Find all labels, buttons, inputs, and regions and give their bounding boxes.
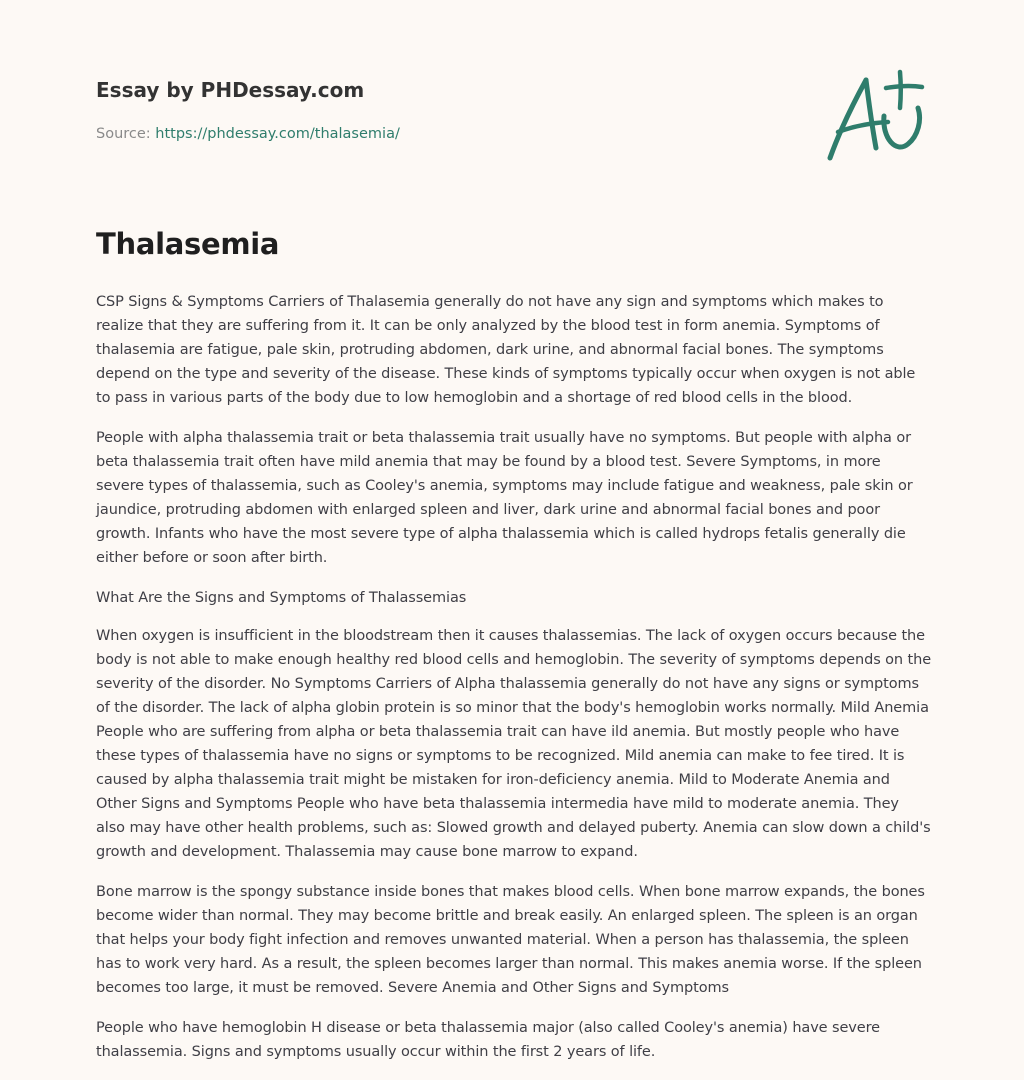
source-line (96, 124, 796, 144)
site-title: Essay by PHDessay.com (96, 78, 365, 102)
essay-title: Thalasemia (96, 227, 280, 261)
source-link[interactable]: https://phdessay.com/thalasemia/ (155, 126, 400, 142)
essay-paragraph: When oxygen is insufficient in the bloodstream then it causes thalassemias. The lack of oxygen occurs because the body is not able to make enough healthy red blood cells and hemoglobin. The severity of symptoms depends on the severity of the disorder. No Symptoms Carriers of Alpha thalassemia generally do not have any signs or symptoms of the disorder. The lack of alpha globin protein is so minor that the body's hemoglobin works normally. Mild Anemia People who are suffering from alpha or beta thalassemia trait can have ild anemia. But mostly people who have these types of thalassemia have no signs or symptoms to be recognized. Mild anemia can make to fee tired. It is caused by alpha thalassemia trait might be mistaken for iron-deficiency anemia. Mild to Moderate Anemia and Other Signs and Symptoms People who have beta thalassemia intermedia have mild to moderate anemia. They also may have other health problems, such as: Slowed growth and delayed puberty. Anemia can slow down a child's growth and development. Thalassemia may cause bone marrow to expand. (96, 628, 932, 860)
essay-paragraph: People who have hemoglobin H disease or beta thalassemia major (also called Cooley's anemia) have severe thalassemia. Signs and symptoms usually occur within the first 2 years of life. (96, 1020, 880, 1060)
essay-header (96, 76, 796, 144)
essay-paragraph: Bone marrow is the spongy substance inside bones that makes blood cells. When bone marrow expands, the bones become wider than normal. They may become brittle and break easily. An enlarged spleen. The spleen is an organ that helps your body fight infection and removes unwanted material. When a person has thalassemia, the spleen has to work very hard. As a result, the spleen becomes larger than normal. This makes anemia worse. If the spleen becomes too large, it must be removed. Severe Anemia and Other Signs and Symptoms (96, 884, 925, 996)
essay-subheading: What Are the Signs and Symptoms of Thalassemias (96, 590, 467, 606)
source-label: Source: (96, 126, 151, 142)
essay-article (96, 222, 932, 1080)
essay-paragraph: People with alpha thalassemia trait or beta thalassemia trait usually have no symptoms. But people with alpha or beta thalassemia trait often have mild anemia that may be found by a blood test. Severe Symptoms, in more severe types of thalassemia, such as Cooley's anemia, symptoms may include fatigue and weakness, pale skin or jaundice, protruding abdomen with enlarged spleen and liver, dark urine and abnormal facial bones and poor growth. Infants who have the most severe type of alpha thalassemia which is called hydrops fetalis generally die either before or soon after birth. (96, 430, 913, 566)
a-plus-logo-icon (822, 68, 930, 166)
essay-paragraph: CSP Signs & Symptoms Carriers of Thalasemia generally do not have any sign and symptoms which makes to realize that they are suffering from it. It can be only analyzed by the blood test in form anemia. Symptoms of thalasemia are fatigue, pale skin, protruding abdomen, dark urine, and abnormal facial bones. The symptoms depend on the type and severity of the disease. These kinds of symptoms typically occur when oxygen is not able to pass in various parts of the body due to low hemoglobin and a shortage of red blood cells in the blood. (96, 294, 916, 406)
